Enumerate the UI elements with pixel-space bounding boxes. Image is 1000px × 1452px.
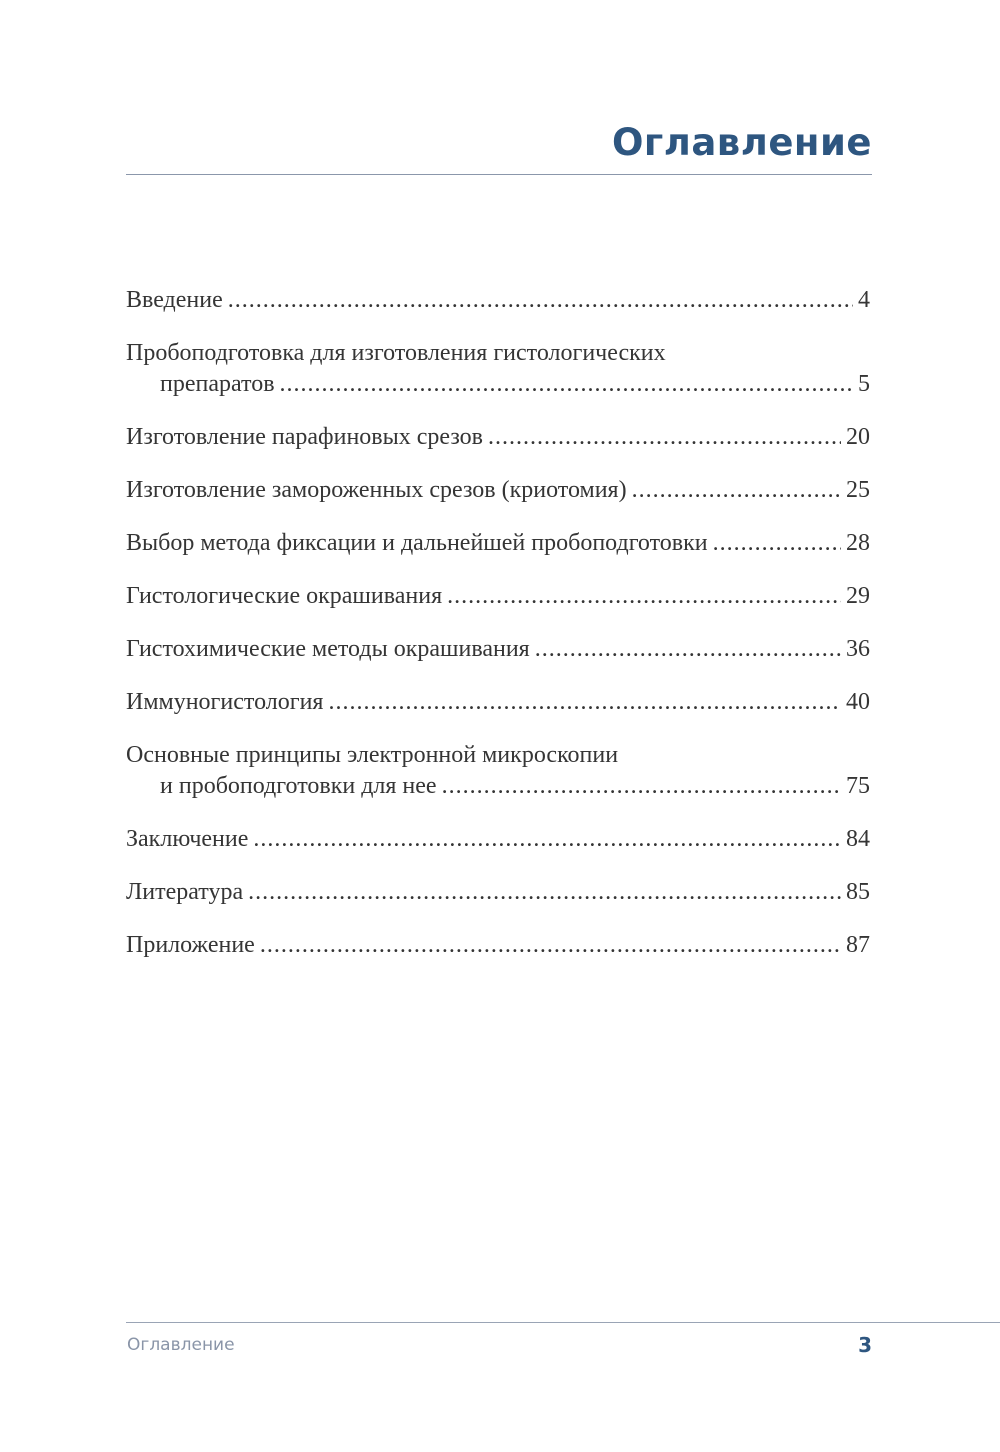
dot-leader: [253, 824, 841, 855]
toc-entry-title: Введение: [126, 287, 223, 313]
footer-divider: [126, 1322, 1000, 1323]
dot-leader: [632, 475, 841, 506]
toc-entry-page: 5: [858, 371, 870, 397]
toc-entry-appendix[interactable]: [126, 930, 870, 961]
dot-leader: [447, 581, 841, 612]
dot-leader: [248, 877, 841, 908]
dot-leader: [228, 285, 853, 316]
toc-entry-immunohistology[interactable]: [126, 687, 870, 718]
toc-entry-title: Пробоподготовка для изготовления гистологических: [126, 340, 666, 366]
toc-entry-page: 36: [846, 636, 870, 662]
toc-entry-title-continued: препаратов: [160, 371, 275, 397]
page-title: Оглавление: [611, 121, 872, 164]
toc-entry-electron-microscopy[interactable]: [126, 740, 870, 802]
toc-entry-title: Гистологические окрашивания: [126, 583, 443, 609]
table-of-contents: [126, 285, 870, 983]
toc-entry-title: Изготовление парафиновых срезов: [126, 424, 484, 450]
toc-entry-page: 25: [846, 477, 870, 503]
dot-leader: [328, 687, 841, 718]
toc-entry-title: Изготовление замороженных срезов (криотомия): [126, 477, 627, 503]
toc-entry-title: Приложение: [126, 932, 255, 958]
dot-leader: [713, 528, 841, 559]
toc-entry-frozen-sections[interactable]: [126, 475, 870, 506]
dot-leader: [488, 422, 841, 453]
toc-entry-title: Основные принципы электронной микроскопии: [126, 742, 619, 768]
toc-entry-title: Заключение: [126, 826, 249, 852]
toc-entry-histochemical-staining[interactable]: [126, 634, 870, 665]
toc-entry-fixation-method[interactable]: [126, 528, 870, 559]
dot-leader: [535, 634, 841, 665]
toc-entry-title: Гистохимические методы окрашивания: [126, 636, 530, 662]
toc-entry-page: 75: [846, 773, 870, 799]
running-footer-section: Оглавление: [127, 1335, 235, 1355]
toc-entry-page: 4: [858, 287, 870, 313]
toc-entry-title-continued: и пробоподготовки для нее: [160, 773, 437, 799]
page-number: 3: [858, 1333, 872, 1357]
toc-entry-page: 85: [846, 879, 870, 905]
toc-entry-page: 29: [846, 583, 870, 609]
dot-leader: [280, 369, 853, 400]
dot-leader: [260, 930, 841, 961]
toc-entry-title: Иммуногистология: [126, 689, 324, 715]
toc-entry-histological-staining[interactable]: [126, 581, 870, 612]
toc-entry-paraffin-sections[interactable]: [126, 422, 870, 453]
toc-entry-page: 28: [846, 530, 870, 556]
toc-entry-title: Литература: [126, 879, 244, 905]
toc-entry-title: Выбор метода фиксации и дальнейшей пробоподготовки: [126, 530, 708, 556]
toc-entry-sample-preparation[interactable]: [126, 338, 870, 400]
dot-leader: [442, 771, 841, 802]
toc-entry-page: 40: [846, 689, 870, 715]
toc-entry-introduction[interactable]: [126, 285, 870, 316]
toc-entry-page: 84: [846, 826, 870, 852]
toc-entry-literature[interactable]: [126, 877, 870, 908]
toc-entry-conclusion[interactable]: [126, 824, 870, 855]
toc-entry-page: 87: [846, 932, 870, 958]
toc-entry-page: 20: [846, 424, 870, 450]
title-divider: [126, 174, 872, 175]
